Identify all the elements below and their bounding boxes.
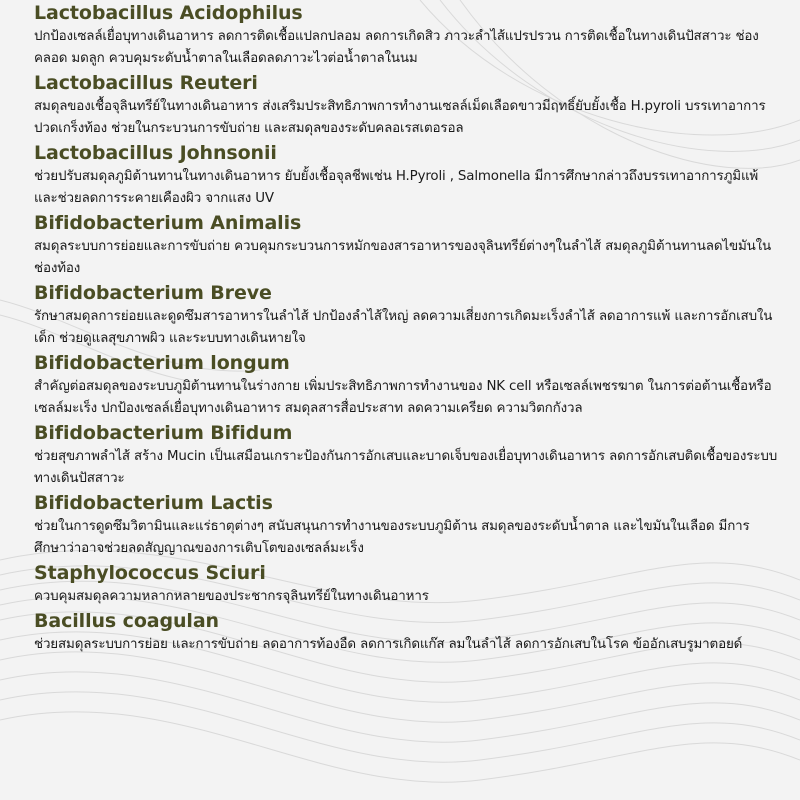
strain-title: Staphylococcus Sciuri	[34, 562, 266, 584]
strain-title: Bifidobacterium Breve	[34, 282, 272, 304]
strain-title: Bifidobacterium longum	[34, 352, 290, 374]
strain-entry	[34, 280, 778, 350]
strain-description: ช่วยในการดูดซึมวิตามินและแร่ธาตุต่างๆ สนับสนุนการทำงานของระบบภูมิต้าน สมดุลของระดับน้ำตาล และไขมันในเลือด มีการศึกษาว่าอาจช่วยลดสัญญาณของการเติบโตของเซลล์มะเร็ง	[34, 519, 750, 556]
strain-title: Bacillus coagulan	[34, 610, 219, 632]
strain-entry	[34, 608, 778, 656]
strain-description: สมดุลของเชื้อจุลินทรีย์ในทางเดินอาหาร ส่งเสริมประสิทธิภาพการทำงานเซลล์เม็ดเลือดขาวมีฤทธิ์ยับยั้งเชื้อ H.pyroli บรรเทาอาการปวดเกร็งท้อง ช่วยในกระบวนการขับถ่าย และสมดุลของระดับคลอเรสเตอรอล	[34, 99, 766, 136]
strain-description: ช่วยสมดุลระบบการย่อย และการขับถ่าย ลดอาการท้องอืด ลดการเกิดแก๊ส ลมในลำไส้ ลดการอักเสบในโรค ข้ออักเสบรูมาตอยด์	[34, 637, 743, 652]
probiotic-strain-list	[34, 0, 778, 656]
strain-title: Bifidobacterium Bifidum	[34, 422, 293, 444]
strain-description: ช่วยสุขภาพลำไส้ สร้าง Mucin เป็นเสมือนเกราะป้องกันการอักเสบและบาดเจ็บของเยื่อบุทางเดินอาหาร ลดการอักเสบติดเชื้อของระบบทางเดินปัสสาวะ	[34, 449, 778, 486]
strain-description: สำคัญต่อสมดุลของระบบภูมิต้านทานในร่างกาย เพิ่มประสิทธิภาพการทำงานของ NK cell หรือเซลล์เพชรฆาต ในการต่อต้านเชื้อหรือเซลล์มะเร็ง ปกป้องเซลล์เยื่อบุทางเดินอาหาร สมดุลสารสื่อประสาท ลดความเครียด ความวิตกกังวล	[34, 379, 772, 416]
strain-entry	[34, 560, 778, 608]
strain-entry	[34, 70, 778, 140]
strain-entry	[34, 420, 778, 490]
strain-title: Lactobacillus Reuteri	[34, 72, 258, 94]
strain-entry	[34, 140, 778, 210]
strain-entry	[34, 350, 778, 420]
strain-entry	[34, 490, 778, 560]
strain-entry	[34, 0, 778, 70]
strain-description: สมดุลระบบการย่อยและการขับถ่าย ควบคุมกระบวนการหมักของสารอาหารของจุลินทรีย์ต่างๆในลำไส้ สมดุลภูมิต้านทานลดไขมันในช่องท้อง	[34, 239, 772, 276]
strain-description: ช่วยปรับสมดุลภูมิต้านทานในทางเดินอาหาร ยับยั้งเชื้อจุลชีพเช่น H.Pyroli , Salmonella มีการศึกษากล่าวถึงบรรเทาอาการภูมิแพ้ และช่วยลดการระคายเคืองผิว จากแสง UV	[34, 169, 759, 206]
strain-description: รักษาสมดุลการย่อยและดูดซึมสารอาหารในลำไส้ ปกป้องลำไส้ใหญ่ ลดความเสี่ยงการเกิดมะเร็งลำไส้ ลดอาการแพ้ และการอักเสบในเด็ก ช่วยดูแลสุขภาพผิว และระบบทางเดินหายใจ	[34, 309, 773, 346]
strain-title: Bifidobacterium Animalis	[34, 212, 302, 234]
strain-title: Lactobacillus Acidophilus	[34, 2, 303, 24]
strain-title: Bifidobacterium Lactis	[34, 492, 273, 514]
strain-entry	[34, 210, 778, 280]
strain-description: ควบคุมสมดุลความหลากหลายของประชากรจุลินทรีย์ในทางเดินอาหาร	[34, 589, 429, 604]
strain-title: Lactobacillus Johnsonii	[34, 142, 277, 164]
strain-description: ปกป้องเซลล์เยื่อบุทางเดินอาหาร ลดการติดเชื้อแปลกปลอม ลดการเกิดสิว ภาวะลำไส้แปรปรวน การติดเชื้อในทางเดินปัสสาวะ ช่องคลอด มดลูก ควบคุมระดับน้ำตาลในเลือดลดภาวะไวต่อน้ำตาลในนม	[34, 29, 759, 66]
